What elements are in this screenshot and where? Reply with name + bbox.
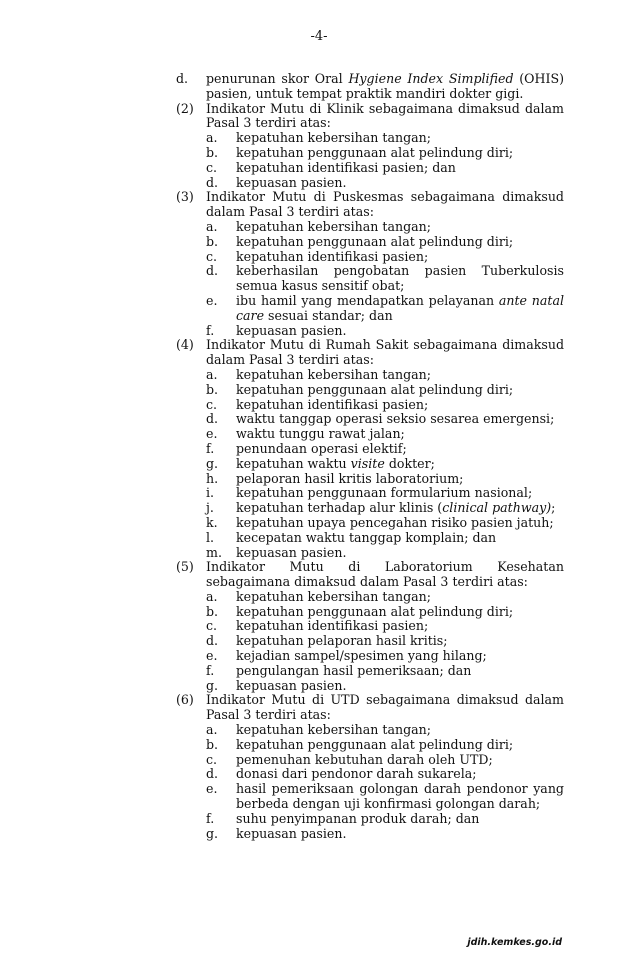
item-text: penundaan operasi elektif;	[236, 440, 407, 456]
list-item	[206, 383, 564, 398]
list-item	[206, 486, 564, 501]
item-letter: a.	[206, 366, 218, 382]
item-text: kepuasan pasien.	[236, 677, 347, 693]
item-letter: e.	[206, 426, 218, 442]
item-letter: c.	[206, 618, 218, 634]
item-text: kepatuhan penggunaan formularium nasional;	[236, 485, 533, 501]
item-text: ibu hamil yang mendapatkan pelayanan ante natal care sesuai standar; dan	[236, 292, 564, 323]
item-text: kecepatan waktu tanggap komplain; dan	[236, 529, 497, 545]
item-text: hasil pemeriksaan golongan darah pendonor yang berbeda dengan uji konfirmasi golongan darah;	[236, 781, 564, 812]
list-item	[206, 264, 564, 294]
item-text: kepuasan pasien.	[236, 174, 347, 190]
item-text: kepatuhan penggunaan alat pelindung diri;	[236, 381, 514, 397]
list-item	[206, 398, 564, 413]
item-text: kepatuhan kebersihan tangan;	[236, 366, 432, 382]
item-text: pelaporan hasil kritis laboratorium;	[236, 470, 464, 486]
list-item	[206, 235, 564, 250]
list-item	[206, 146, 564, 161]
page-number: -4-	[310, 29, 328, 44]
item-letter: i.	[206, 485, 215, 501]
list-item	[206, 131, 564, 146]
list-item	[206, 767, 564, 782]
item-text: kepatuhan penggunaan alat pelindung diri;	[236, 736, 514, 752]
section-heading: Indikator Mutu di Rumah Sakit sebagaimana dimaksud dalam Pasal 3 terdiri atas:	[206, 337, 564, 368]
item-text: kejadian sampel/spesimen yang hilang;	[236, 648, 487, 664]
item-letter: g.	[206, 825, 219, 841]
section-3	[176, 190, 564, 338]
section-label: (4)	[176, 337, 194, 353]
list-item	[206, 664, 564, 679]
section-heading: Indikator Mutu di Puskesmas sebagaimana dimaksud dalam Pasal 3 terdiri atas:	[206, 189, 564, 220]
item-letter: m.	[206, 544, 222, 560]
section-heading: Indikator Mutu di Klinik sebagaimana dimaksud dalam Pasal 3 terdiri atas:	[206, 100, 564, 131]
item-letter: j.	[206, 500, 214, 516]
item-letter: b.	[206, 144, 219, 160]
item-letter: f.	[206, 440, 215, 456]
item-letter: b.	[206, 603, 219, 619]
list-item	[206, 753, 564, 768]
section-6	[176, 693, 564, 841]
item-text: waktu tanggap operasi seksio sesarea emergensi;	[236, 411, 555, 427]
item-letter: f.	[206, 322, 215, 338]
item-letter: a.	[206, 588, 218, 604]
item-text: kepatuhan penggunaan alat pelindung diri;	[236, 233, 514, 249]
item-letter: d.	[206, 411, 219, 427]
item-text: kepatuhan identifikasi pasien;	[236, 248, 429, 264]
item-letter: d.	[206, 263, 219, 279]
item-text: kepatuhan kebersihan tangan;	[236, 588, 432, 604]
list-item	[206, 679, 564, 694]
list-item	[206, 619, 564, 634]
footer-url: jdih.kemkes.go.id	[467, 937, 562, 948]
document-body	[176, 72, 564, 841]
section-label: (6)	[176, 692, 194, 708]
item-letter: d.	[206, 633, 219, 649]
list-item	[206, 516, 564, 531]
list-item	[206, 161, 564, 176]
item-text: waktu tunggu rawat jalan;	[236, 426, 405, 442]
section-heading: Indikator Mutu di UTD sebagaimana dimaksud dalam Pasal 3 terdiri atas:	[206, 692, 564, 723]
item-letter: a.	[206, 722, 218, 738]
item-text: kepatuhan identifikasi pasien;	[236, 396, 429, 412]
item-text: pemenuhan kebutuhan darah oleh UTD;	[236, 751, 493, 767]
list-item	[206, 605, 564, 620]
item-text: kepatuhan penggunaan alat pelindung diri;	[236, 144, 514, 160]
list-item	[206, 250, 564, 265]
item-text: pengulangan hasil pemeriksaan; dan	[236, 662, 472, 678]
item-text: kepatuhan upaya pencegahan risiko pasien jatuh;	[236, 514, 554, 530]
item-text: kepuasan pasien.	[236, 544, 347, 560]
section-label: (3)	[176, 189, 194, 205]
item-letter: g.	[206, 677, 219, 693]
list-item	[206, 442, 564, 457]
list-item	[206, 531, 564, 546]
item-text: kepatuhan pelaporan hasil kritis;	[236, 633, 448, 649]
item-letter: d.	[206, 174, 219, 190]
item-text: kepatuhan penggunaan alat pelindung diri;	[236, 603, 514, 619]
list-item	[206, 220, 564, 235]
item-text: kepatuhan kebersihan tangan;	[236, 722, 432, 738]
list-item	[206, 546, 564, 561]
item-letter: e.	[206, 648, 218, 664]
list-item	[206, 472, 564, 487]
item-text: donasi dari pendonor darah sukarela;	[236, 766, 477, 782]
item-letter: b.	[206, 736, 219, 752]
list-item	[176, 72, 564, 102]
item-letter: a.	[206, 218, 218, 234]
list-item	[206, 649, 564, 664]
section-heading: Indikator Mutu di Laboratorium Kesehatan sebagaimana dimaksud dalam Pasal 3 terdiri atas:	[206, 559, 564, 590]
list-item	[206, 324, 564, 339]
list-item	[206, 738, 564, 753]
item-letter: d.	[206, 766, 219, 782]
list-item	[206, 427, 564, 442]
list-item	[206, 294, 564, 324]
item-text: suhu penyimpanan produk darah; dan	[236, 810, 480, 826]
item-text: kepatuhan identifikasi pasien;	[236, 618, 429, 634]
item-letter: b.	[206, 381, 219, 397]
section-label: (2)	[176, 100, 194, 116]
item-letter: f.	[206, 662, 215, 678]
section-4	[176, 338, 564, 560]
item-text: penurunan skor Oral Hygiene Index Simplified (OHIS) pasien, untuk tempat praktik mandiri dokter gigi.	[206, 71, 565, 101]
list-item	[206, 827, 564, 842]
item-letter: h.	[206, 470, 219, 486]
item-letter: d.	[176, 71, 189, 86]
item-letter: c.	[206, 751, 218, 767]
item-text: kepuasan pasien.	[236, 825, 347, 841]
item-letter: l.	[206, 529, 215, 545]
list-item	[206, 412, 564, 427]
section-2	[176, 102, 564, 191]
item-text: kepatuhan waktu visite dokter;	[236, 455, 435, 471]
section-5	[176, 560, 564, 693]
item-text: kepatuhan kebersihan tangan;	[236, 218, 432, 234]
item-letter: e.	[206, 292, 218, 308]
item-letter: k.	[206, 514, 218, 530]
item-letter: a.	[206, 130, 218, 146]
item-letter: c.	[206, 248, 218, 264]
list-item	[206, 723, 564, 738]
item-letter: g.	[206, 455, 219, 471]
item-letter: c.	[206, 396, 218, 412]
sections-container	[176, 102, 564, 842]
list-item	[206, 501, 564, 516]
item-letter: f.	[206, 810, 215, 826]
list-item	[206, 176, 564, 191]
item-text: kepuasan pasien.	[236, 322, 347, 338]
list-item	[206, 368, 564, 383]
list-item	[206, 634, 564, 649]
list-item	[206, 590, 564, 605]
item-text: kepatuhan terhadap alur klinis (clinical pathway);	[236, 500, 556, 516]
list-item	[206, 782, 564, 812]
list-item	[206, 812, 564, 827]
list-item	[206, 457, 564, 472]
item-text: keberhasilan pengobatan pasien Tuberkulosis semua kasus sensitif obat;	[236, 263, 564, 294]
item-text: kepatuhan kebersihan tangan;	[236, 130, 432, 146]
item-letter: c.	[206, 159, 218, 175]
item-text: kepatuhan identifikasi pasien; dan	[236, 159, 456, 175]
section-label: (5)	[176, 559, 194, 575]
item-letter: b.	[206, 233, 219, 249]
item-letter: e.	[206, 781, 218, 797]
